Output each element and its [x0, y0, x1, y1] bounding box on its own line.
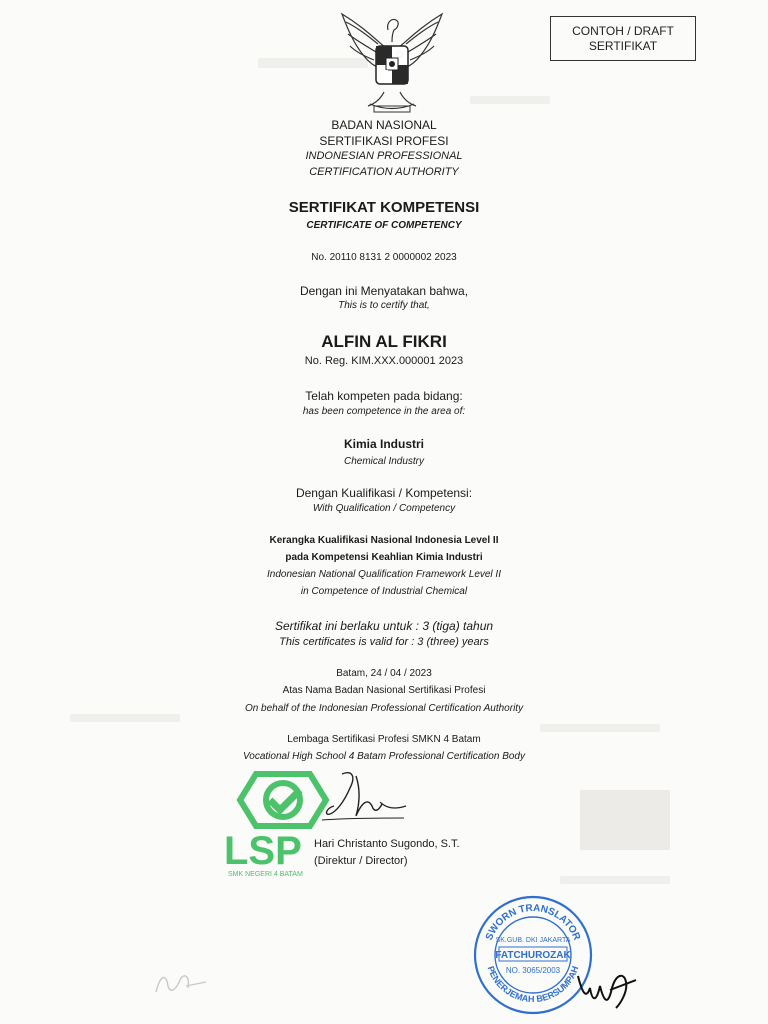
garuda-emblem-icon: [334, 8, 450, 116]
field-id: Kimia Industri: [343, 437, 424, 451]
stamp-bottom-arc-text: PENERJEMAH BERSUMPAH: [485, 964, 581, 1005]
qualification-label-en: With Qualification / Competency: [312, 503, 456, 514]
authority-name-en-2: CERTIFICATION AUTHORITY: [309, 166, 459, 178]
draft-stamp: [550, 16, 696, 61]
stamp-translator-name: FATCHUROZAK: [495, 950, 571, 961]
qualification-id-line1: Kerangka Kualifikasi Nasional Indonesia Level II: [269, 535, 499, 546]
stamp-line1: SK.GUB. DKI JAKARTA: [495, 937, 571, 944]
lsp-logo-subtext: SMK NEGERI 4 BATAM: [228, 871, 303, 878]
qualification-label-id: Dengan Kualifikasi / Kompetensi:: [295, 486, 473, 500]
certificate-title-en: CERTIFICATE OF COMPETENCY: [306, 220, 462, 231]
certification-body-en: Vocational High School 4 Batam Professional Certification Body: [242, 751, 525, 762]
validity-en: This certificates is valid for : 3 (three) years: [279, 636, 489, 648]
stamp-top-arc-text: SWORN TRANSLATOR: [483, 902, 583, 942]
certification-body-id: Lembaga Sertifikasi Profesi SMKN 4 Batam: [287, 734, 481, 745]
director-signature-icon: [316, 768, 410, 830]
certificate-number: No. 20110 8131 2 0000002 2023: [311, 252, 457, 263]
certify-text-en: This is to certify that,: [338, 300, 430, 311]
draft-stamp-line1: CONTOH / DRAFT: [572, 24, 674, 38]
certify-text-id: Dengan ini Menyatakan bahwa,: [299, 284, 469, 298]
draft-stamp-line2: SERTIFIKAT: [588, 39, 658, 53]
place-date: Batam, 24 / 04 / 2023: [336, 668, 432, 679]
qualification-id-line2: pada Kompetensi Keahlian Kimia Industri: [285, 552, 483, 563]
field-en: Chemical Industry: [343, 456, 425, 467]
stamp-number: NO. 3065/2003: [505, 966, 561, 975]
validity-id: Sertifikat ini berlaku untuk : 3 (tiga) tahun: [274, 619, 494, 633]
behalf-text-en: On behalf of the Indonesian Professional Certification Authority: [244, 703, 524, 714]
authority-name-en-1: INDONESIAN PROFESSIONAL: [305, 150, 463, 162]
authority-name-id-1: BADAN NASIONAL: [331, 118, 437, 132]
signatory-block: [314, 836, 460, 870]
ghost-mark: [540, 724, 660, 732]
qualification-en-line1: Indonesian National Qualification Framework Level II: [266, 569, 501, 580]
competent-text-id: Telah kompeten pada bidang:: [305, 389, 463, 403]
behalf-text-id: Atas Nama Badan Nasional Sertifikasi Profesi: [282, 685, 486, 696]
ghost-mark: [580, 790, 670, 850]
holder-name: ALFIN AL FIKRI: [321, 332, 447, 351]
ghost-mark: [470, 96, 550, 104]
signatory-role: (Direktur / Director): [314, 855, 408, 867]
translator-signature-icon: [574, 966, 638, 1010]
authority-name-id-2: SERTIFIKASI PROFESI: [319, 134, 449, 148]
qualification-en-line2: in Competence of Industrial Chemical: [300, 586, 468, 597]
certificate-title: SERTIFIKAT KOMPETENSI: [288, 199, 480, 216]
faint-signature-icon: [150, 962, 210, 1002]
competent-text-en: has been competence in the area of:: [302, 406, 466, 417]
ghost-mark: [70, 714, 180, 722]
signatory-name: Hari Christanto Sugondo, S.T.: [314, 838, 460, 850]
registration-number: No. Reg. KIM.XXX.000001 2023: [304, 355, 464, 367]
lsp-logo-text: LSP: [224, 829, 302, 873]
ghost-mark: [560, 876, 670, 884]
